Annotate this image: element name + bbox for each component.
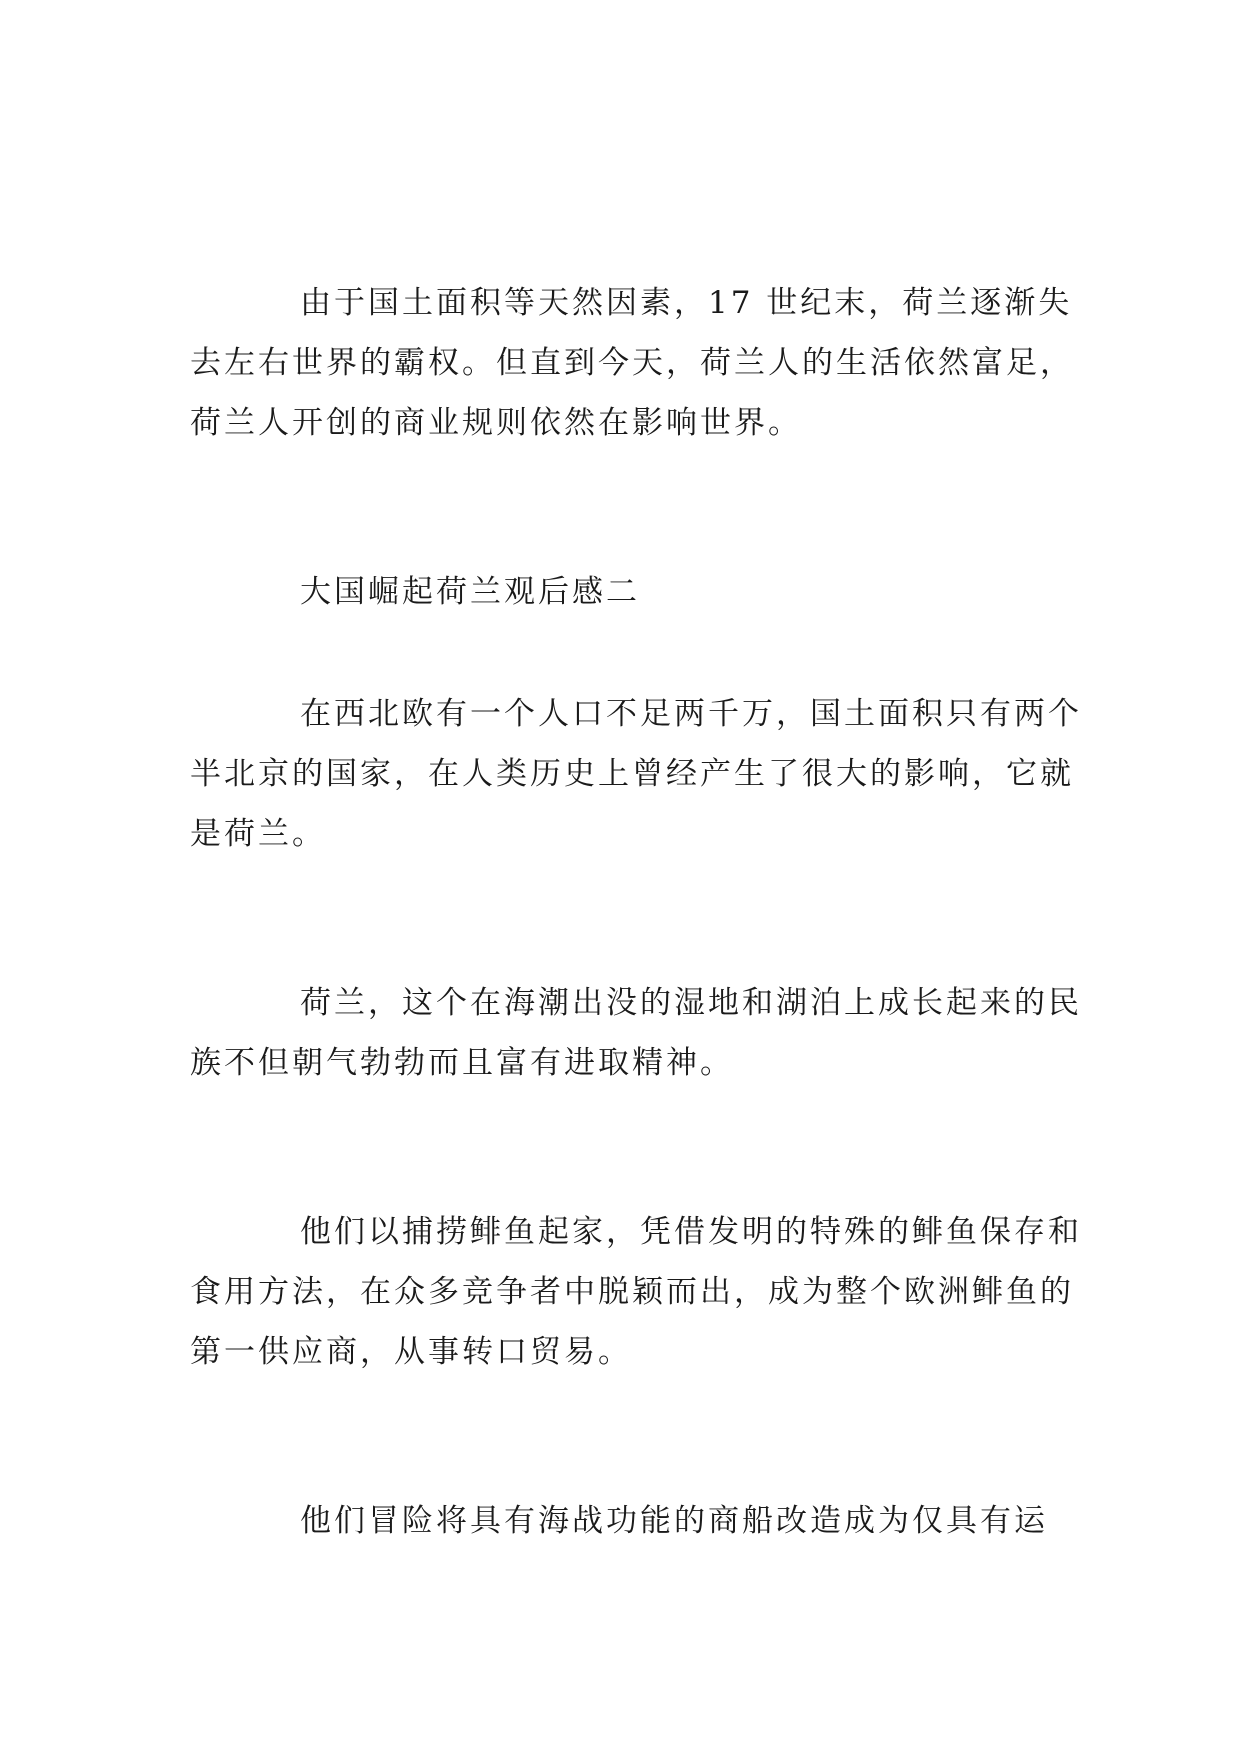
paragraph-1-line-2: 去左右世界的霸权。但直到今天，荷兰人的生活依然富足， <box>190 345 1074 381</box>
paragraph-4-line-2: 食用方法，在众多竞争者中脱颖而出，成为整个欧洲鲱鱼的 <box>190 1274 1074 1310</box>
paragraph-3-line-1: 荷兰，这个在海潮出没的湿地和湖泊上成长起来的民 <box>300 985 1082 1021</box>
paragraph-2-line-3: 是荷兰。 <box>190 816 326 852</box>
paragraph-1-line-1: 由于国土面积等天然因素，17 世纪末，荷兰逐渐失 <box>300 285 1073 321</box>
paragraph-2-line-1: 在西北欧有一个人口不足两千万，国土面积只有两个 <box>300 696 1082 732</box>
paragraph-4-line-1: 他们以捕捞鲱鱼起家，凭借发明的特殊的鲱鱼保存和 <box>300 1214 1082 1250</box>
section-heading: 大国崛起荷兰观后感二 <box>300 574 640 610</box>
paragraph-4-line-3: 第一供应商，从事转口贸易。 <box>190 1334 632 1370</box>
paragraph-3-line-2: 族不但朝气勃勃而且富有进取精神。 <box>190 1045 734 1081</box>
paragraph-1-line-3: 荷兰人开创的商业规则依然在影响世界。 <box>190 405 802 441</box>
paragraph-5-line-1: 他们冒险将具有海战功能的商船改造成为仅具有运 <box>300 1503 1048 1539</box>
paragraph-2-line-2: 半北京的国家，在人类历史上曾经产生了很大的影响，它就 <box>190 756 1074 792</box>
